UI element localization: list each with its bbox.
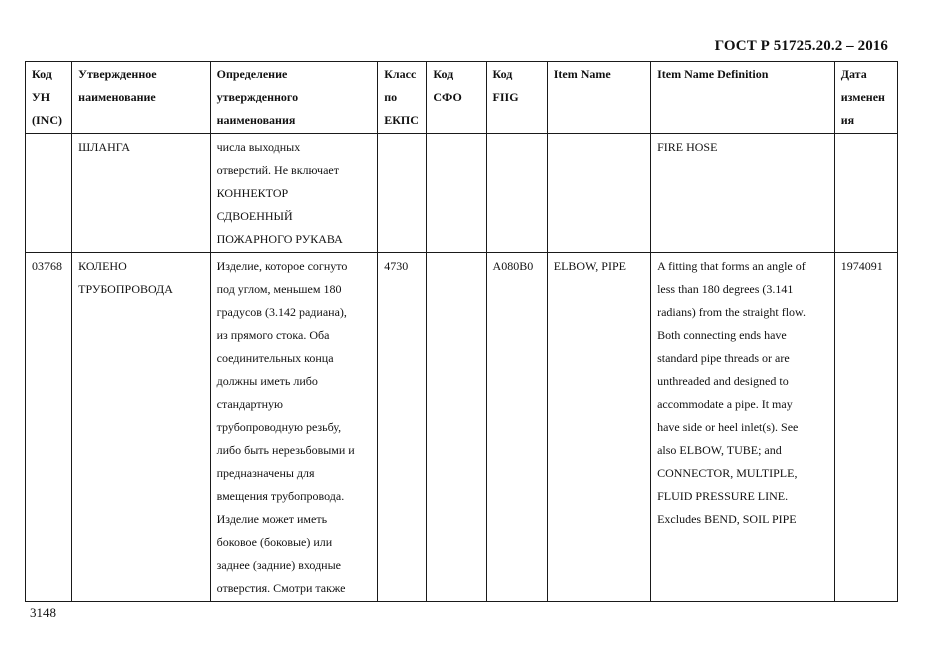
header-line: Код bbox=[492, 67, 513, 81]
header-line: наименования bbox=[216, 113, 296, 127]
table-header-row bbox=[26, 62, 898, 134]
cell-line: A080B0 bbox=[492, 259, 534, 273]
cell-line: 1974091 bbox=[840, 259, 883, 273]
cell-line: соединительных конца bbox=[216, 351, 334, 365]
col-change-date-cell bbox=[834, 253, 897, 602]
cell-line: боковое (боковые) или bbox=[216, 535, 333, 549]
cell-line: КОЛЕНО bbox=[78, 259, 127, 273]
cell-line: заднее (задние) входные bbox=[216, 558, 341, 572]
cell-line: also ELBOW, TUBE; and bbox=[657, 443, 782, 457]
cell-line: A fitting that forms an angle of bbox=[657, 259, 806, 273]
cell-line: standard pipe threads or are bbox=[657, 351, 790, 365]
header-line: СФО bbox=[433, 90, 462, 104]
header-line: ия bbox=[840, 113, 855, 127]
cell-line: unthreaded and designed to bbox=[657, 374, 789, 388]
col-sfo-code-header bbox=[427, 62, 486, 134]
cell-line: Excludes BEND, SOIL PIPE bbox=[657, 512, 797, 526]
col-fiig-code-cell bbox=[486, 253, 547, 602]
col-definition-cell bbox=[210, 134, 378, 253]
col-approved-name-cell bbox=[72, 134, 210, 253]
cell-line: вмещения трубопровода. bbox=[216, 489, 345, 503]
col-definition-header bbox=[210, 62, 378, 134]
col-fiig-code-header bbox=[486, 62, 547, 134]
cell-line: CONNECTOR, MULTIPLE, bbox=[657, 466, 798, 480]
header-line: Item Name bbox=[553, 67, 611, 81]
col-inc-code-cell bbox=[26, 134, 72, 253]
cell-line: должны иметь либо bbox=[216, 374, 318, 388]
col-approved-name-header bbox=[72, 62, 210, 134]
header-line: УН bbox=[32, 90, 51, 104]
col-fiig-code-cell bbox=[486, 134, 547, 253]
cell-line: либо быть нерезьбовыми и bbox=[216, 443, 355, 457]
col-change-date-header bbox=[834, 62, 897, 134]
col-item-name-definition-cell bbox=[651, 134, 835, 253]
col-approved-name-cell bbox=[72, 253, 210, 602]
cell-line: ТРУБОПРОВОДА bbox=[78, 282, 173, 296]
header-line: по bbox=[384, 90, 398, 104]
header-line: Класс bbox=[384, 67, 417, 81]
cell-line: have side or heel inlet(s). See bbox=[657, 420, 799, 434]
header-line: утвержденного bbox=[216, 90, 299, 104]
col-item-name-cell bbox=[547, 134, 650, 253]
header-line: Утвержденное bbox=[78, 67, 157, 81]
cell-line: accommodate a pipe. It may bbox=[657, 397, 793, 411]
cell-line: из прямого стока. Оба bbox=[216, 328, 330, 342]
cell-line: Изделие может иметь bbox=[216, 512, 328, 526]
col-inc-code-header bbox=[26, 62, 72, 134]
cell-line: FIRE HOSE bbox=[657, 140, 718, 154]
header-line: (INC) bbox=[32, 113, 62, 127]
col-change-date-cell bbox=[834, 134, 897, 253]
cell-line: отверстий. Не включает bbox=[216, 163, 339, 177]
cell-line: трубопроводную резьбу, bbox=[216, 420, 342, 434]
header-line: наименование bbox=[78, 90, 156, 104]
cell-line: числа выходных bbox=[216, 140, 301, 154]
catalog-table bbox=[25, 61, 898, 602]
col-sfo-code-cell bbox=[427, 253, 486, 602]
cell-line: под углом, меньшем 180 bbox=[216, 282, 342, 296]
header-line: Дата bbox=[840, 67, 867, 81]
page-number: 3148 bbox=[30, 605, 56, 620]
col-item-name-definition-cell bbox=[651, 253, 835, 602]
col-class-ekps-header bbox=[378, 62, 427, 134]
table-row bbox=[26, 134, 898, 253]
col-item-name-cell bbox=[547, 253, 650, 602]
table-row bbox=[26, 253, 898, 602]
cell-line: Both connecting ends have bbox=[657, 328, 787, 342]
cell-line: КОННЕКТОР bbox=[216, 186, 289, 200]
header-line: Код bbox=[32, 67, 52, 81]
cell-line: radians) from the straight flow. bbox=[657, 305, 806, 319]
col-class-ekps-cell bbox=[378, 134, 427, 253]
col-definition-cell bbox=[210, 253, 378, 602]
header-line: Определение bbox=[216, 67, 288, 81]
cell-line: 4730 bbox=[384, 259, 409, 273]
cell-line: 03768 bbox=[32, 259, 62, 273]
cell-line: СДВОЕННЫЙ bbox=[216, 209, 293, 223]
cell-line: отверстия. Смотри также bbox=[216, 581, 346, 595]
cell-line: ELBOW, PIPE bbox=[553, 259, 626, 273]
col-inc-code-cell bbox=[26, 253, 72, 602]
header-line: Item Name Definition bbox=[657, 67, 769, 81]
cell-line: ШЛАНГА bbox=[78, 140, 131, 154]
col-class-ekps-cell bbox=[378, 253, 427, 602]
col-item-name-definition-header bbox=[651, 62, 835, 134]
cell-line: ПОЖАРНОГО РУКАВА bbox=[216, 232, 343, 246]
cell-line: стандартную bbox=[216, 397, 283, 411]
cell-line: Изделие, которое согнуто bbox=[216, 259, 348, 273]
header-line: изменен bbox=[840, 90, 885, 104]
col-sfo-code-cell bbox=[427, 134, 486, 253]
cell-line: предназначены для bbox=[216, 466, 315, 480]
header-line: FIIG bbox=[492, 90, 519, 104]
standard-designation: ГОСТ Р 51725.20.2 – 2016 bbox=[714, 38, 888, 54]
cell-line: less than 180 degrees (3.141 bbox=[657, 282, 794, 296]
cell-line: градусов (3.142 радиана), bbox=[216, 305, 347, 319]
header-line: ЕКПС bbox=[384, 113, 419, 127]
col-item-name-header bbox=[547, 62, 650, 134]
header-line: Код bbox=[433, 67, 454, 81]
cell-line: FLUID PRESSURE LINE. bbox=[657, 489, 789, 503]
